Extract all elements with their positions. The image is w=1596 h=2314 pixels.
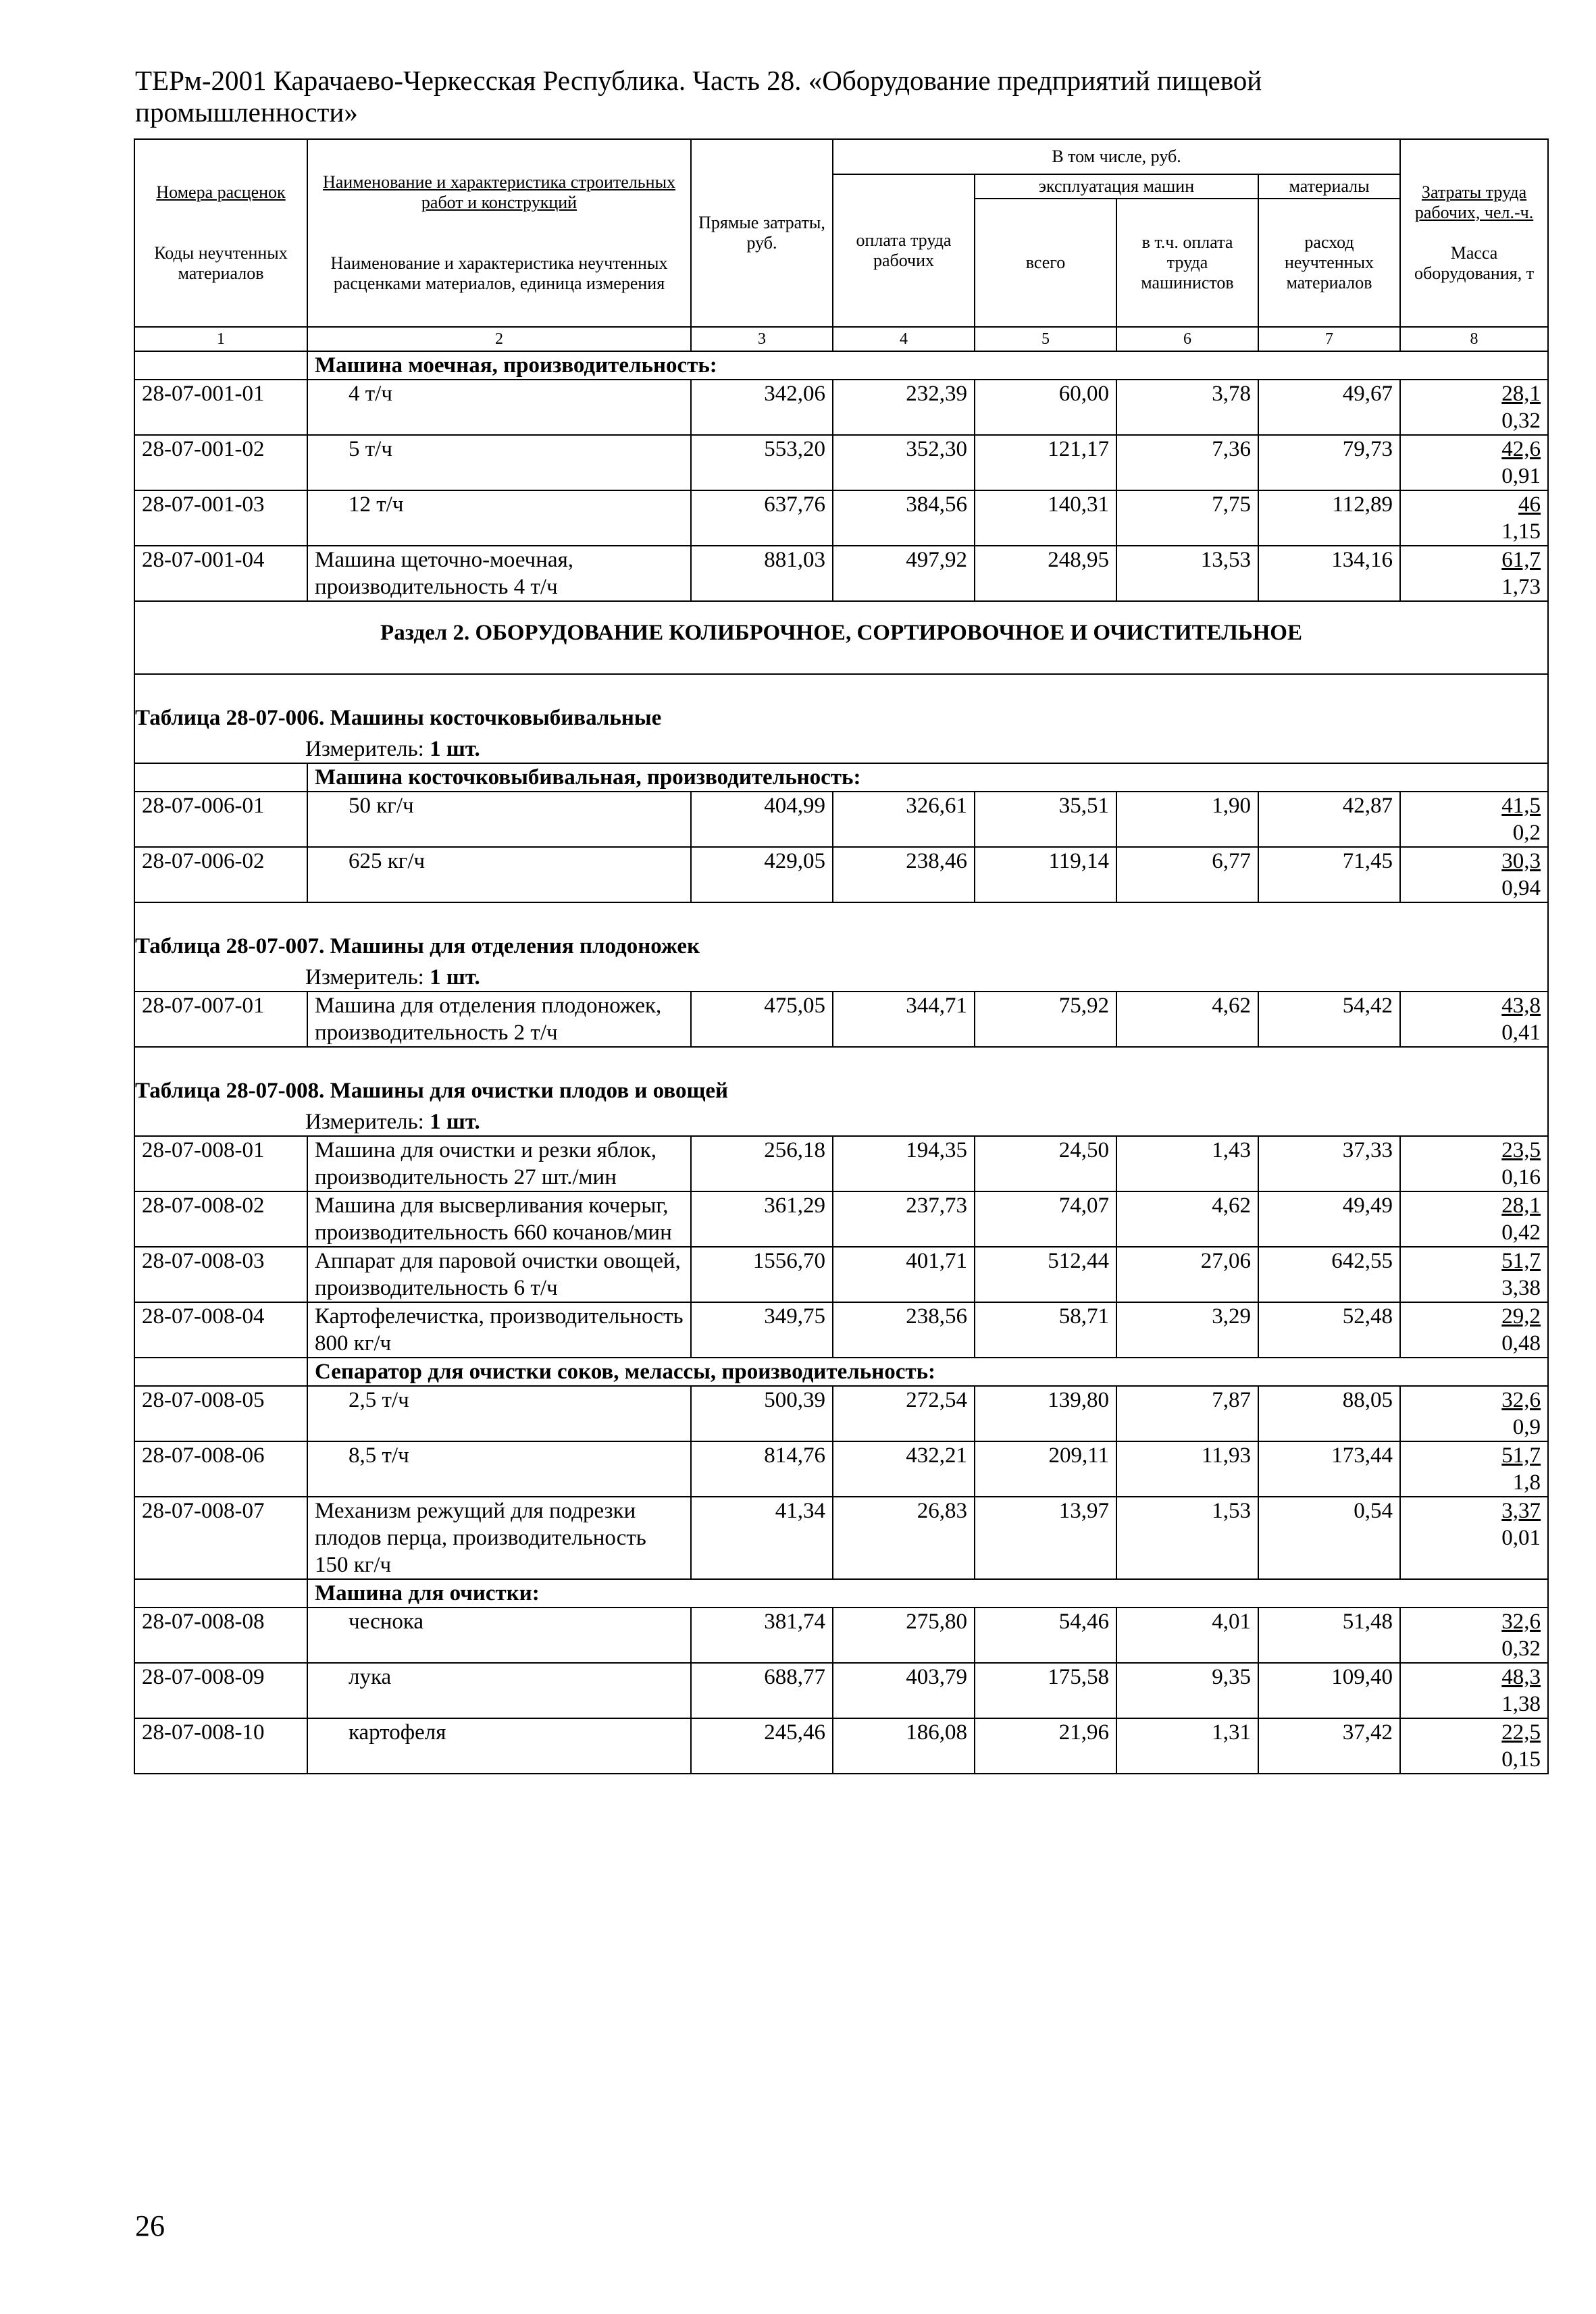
rate-code: 28-07-008-06	[134, 1441, 307, 1497]
table-row	[134, 1136, 1548, 1191]
rate-code: 28-07-008-01	[134, 1136, 307, 1191]
rate-name: Механизм режущий для подрезки плодов перца, производительность 150 кг/ч	[307, 1497, 691, 1579]
rate-code: 28-07-008-05	[134, 1386, 307, 1441]
labor-and-mass	[1400, 435, 1548, 490]
group-code-empty	[134, 763, 307, 792]
header-number: 6	[1116, 327, 1258, 351]
header-col6: в т.ч. оплата труда машинистов	[1116, 199, 1258, 327]
equipment-mass: 0,2	[1512, 821, 1541, 845]
labor-hours: 28,1	[1501, 1193, 1541, 1218]
rate-name: 5 т/ч	[307, 435, 691, 490]
group-heading: Сепаратор для очистки соков, мелассы, производительность:	[307, 1358, 1548, 1386]
labor-hours: 48,3	[1501, 1665, 1541, 1689]
equipment-mass: 0,42	[1501, 1220, 1541, 1245]
direct-cost: 553,20	[691, 435, 833, 490]
rate-name: Аппарат для паровой очистки овощей, производительность 6 т/ч	[307, 1247, 691, 1302]
labor-and-mass	[1400, 1497, 1548, 1579]
labor-and-mass	[1400, 1247, 1548, 1302]
labor-and-mass	[1400, 1718, 1548, 1774]
labor-and-mass	[1400, 546, 1548, 601]
equipment-mass: 0,15	[1501, 1747, 1541, 1772]
direct-cost: 349,75	[691, 1302, 833, 1358]
table-row	[134, 380, 1548, 435]
machinists-pay: 4,01	[1116, 1608, 1258, 1663]
machines-total: 139,80	[975, 1386, 1116, 1441]
machines-total: 54,46	[975, 1608, 1116, 1663]
header-col5: всего	[975, 199, 1116, 327]
table-row	[134, 992, 1548, 1047]
labor-pay: 432,21	[833, 1441, 975, 1497]
group-heading: Машина для очистки:	[307, 1579, 1548, 1608]
labor-pay: 272,54	[833, 1386, 975, 1441]
labor-pay: 237,73	[833, 1191, 975, 1247]
table-row	[134, 1191, 1548, 1247]
rate-code: 28-07-008-08	[134, 1608, 307, 1663]
header-number: 3	[691, 327, 833, 351]
header-col2-top: Наименование и характеристика строительных работ и конструкций	[322, 172, 676, 212]
table-row	[134, 792, 1548, 847]
measure-label: Измеритель:	[305, 1110, 424, 1134]
header-col1-top: Номера расценок	[156, 182, 286, 202]
table-row	[134, 1247, 1548, 1302]
materials-cost: 37,33	[1258, 1136, 1400, 1191]
header-group-title: В том числе, руб.	[833, 139, 1400, 174]
machinists-pay: 6,77	[1116, 847, 1258, 902]
labor-pay: 344,71	[833, 992, 975, 1047]
group-code-empty	[134, 1579, 307, 1608]
materials-cost: 173,44	[1258, 1441, 1400, 1497]
direct-cost: 637,76	[691, 490, 833, 546]
labor-and-mass	[1400, 1136, 1548, 1191]
machines-total: 60,00	[975, 380, 1116, 435]
machinists-pay: 1,53	[1116, 1497, 1258, 1579]
materials-cost: 52,48	[1258, 1302, 1400, 1358]
labor-pay: 352,30	[833, 435, 975, 490]
header-col2-bottom: Наименование и характеристика неучтенных расценками материалов, единица измерения	[330, 253, 668, 293]
rate-name: 2,5 т/ч	[307, 1386, 691, 1441]
equipment-mass: 1,73	[1501, 575, 1541, 599]
labor-pay: 497,92	[833, 546, 975, 601]
header-number: 5	[975, 327, 1116, 351]
rate-name: 8,5 т/ч	[307, 1441, 691, 1497]
header-col8-bottom: Масса оборудования, т	[1414, 243, 1535, 283]
labor-and-mass	[1400, 1441, 1548, 1497]
table-row	[134, 435, 1548, 490]
measure-label: Измеритель:	[305, 965, 424, 989]
labor-pay: 403,79	[833, 1663, 975, 1718]
header-materials-title: материалы	[1258, 174, 1400, 199]
direct-cost: 1556,70	[691, 1247, 833, 1302]
rate-code: 28-07-008-07	[134, 1497, 307, 1579]
table-body	[134, 351, 1548, 1774]
machinists-pay: 1,90	[1116, 792, 1258, 847]
rate-code: 28-07-008-02	[134, 1191, 307, 1247]
rate-code: 28-07-006-01	[134, 792, 307, 847]
rate-code: 28-07-001-02	[134, 435, 307, 490]
header-col1-bottom: Коды неучтенных материалов	[154, 243, 288, 283]
labor-hours: 28,1	[1501, 382, 1541, 406]
equipment-mass: 3,38	[1501, 1276, 1541, 1300]
table-row	[134, 1718, 1548, 1774]
rates-table	[134, 138, 1549, 1774]
section-title-row	[134, 601, 1548, 674]
rate-name: Машина для высверливания кочерыг, производительность 660 кочанов/мин	[307, 1191, 691, 1247]
machines-total: 140,31	[975, 490, 1116, 546]
materials-cost: 49,49	[1258, 1191, 1400, 1247]
machines-total: 24,50	[975, 1136, 1116, 1191]
machines-total: 121,17	[975, 435, 1116, 490]
machinists-pay: 3,29	[1116, 1302, 1258, 1358]
direct-cost: 475,05	[691, 992, 833, 1047]
labor-and-mass	[1400, 490, 1548, 546]
labor-and-mass	[1400, 1386, 1548, 1441]
machines-total: 209,11	[975, 1441, 1116, 1497]
labor-hours: 46	[1518, 492, 1541, 517]
labor-and-mass	[1400, 992, 1548, 1047]
table-row	[134, 1663, 1548, 1718]
header-col4: оплата труда рабочих	[833, 174, 975, 327]
table-row	[134, 847, 1548, 902]
labor-and-mass	[1400, 1302, 1548, 1358]
labor-and-mass	[1400, 792, 1548, 847]
equipment-mass: 0,9	[1512, 1415, 1541, 1439]
materials-cost: 642,55	[1258, 1247, 1400, 1302]
machinists-pay: 7,87	[1116, 1386, 1258, 1441]
materials-cost: 54,42	[1258, 992, 1400, 1047]
table-row	[134, 490, 1548, 546]
rate-name: картофеля	[307, 1718, 691, 1774]
table-row	[134, 1497, 1548, 1579]
direct-cost: 245,46	[691, 1718, 833, 1774]
measure-cell	[134, 1108, 1548, 1136]
equipment-mass: 0,16	[1501, 1165, 1541, 1189]
labor-hours: 32,6	[1501, 1388, 1541, 1412]
materials-cost: 0,54	[1258, 1497, 1400, 1579]
labor-hours: 42,6	[1501, 437, 1541, 461]
group-heading-row	[134, 763, 1548, 792]
rate-name: 50 кг/ч	[307, 792, 691, 847]
rate-code: 28-07-008-03	[134, 1247, 307, 1302]
labor-pay: 194,35	[833, 1136, 975, 1191]
equipment-mass: 1,15	[1501, 519, 1541, 544]
machines-total: 74,07	[975, 1191, 1116, 1247]
direct-cost: 429,05	[691, 847, 833, 902]
table-title: Таблица 28-07-007. Машины для отделения плодоножек	[134, 902, 1548, 964]
direct-cost: 500,39	[691, 1386, 833, 1441]
measure-cell	[134, 964, 1548, 992]
rate-code: 28-07-001-04	[134, 546, 307, 601]
measure-row	[134, 1108, 1548, 1136]
group-heading-row	[134, 1579, 1548, 1608]
labor-pay: 401,71	[833, 1247, 975, 1302]
direct-cost: 342,06	[691, 380, 833, 435]
equipment-mass: 0,32	[1501, 1637, 1541, 1661]
measure-row	[134, 964, 1548, 992]
labor-hours: 30,3	[1501, 849, 1541, 873]
equipment-mass: 0,41	[1501, 1021, 1541, 1045]
group-code-empty	[134, 1358, 307, 1386]
group-heading-row	[134, 1358, 1548, 1386]
equipment-mass: 0,01	[1501, 1526, 1541, 1550]
labor-and-mass	[1400, 380, 1548, 435]
materials-cost: 37,42	[1258, 1718, 1400, 1774]
measure-row	[134, 736, 1548, 763]
labor-pay: 326,61	[833, 792, 975, 847]
table-title: Таблица 28-07-008. Машины для очистки плодов и овощей	[134, 1047, 1548, 1108]
header-cell-names	[307, 139, 691, 327]
materials-cost: 79,73	[1258, 435, 1400, 490]
materials-cost: 109,40	[1258, 1663, 1400, 1718]
labor-pay: 238,56	[833, 1302, 975, 1358]
measure-value: 1 шт.	[430, 1110, 480, 1134]
page-header: ТЕРм-2001 Карачаево-Черкесская Республика. Часть 28. «Оборудование предприятий пищевой промышленности»	[135, 65, 1262, 128]
equipment-mass: 0,48	[1501, 1331, 1541, 1356]
measure-value: 1 шт.	[430, 965, 480, 989]
section-title: Раздел 2. ОБОРУДОВАНИЕ КОЛИБРОЧНОЕ, СОРТИРОВОЧНОЕ И ОЧИСТИТЕЛЬНОЕ	[134, 601, 1548, 674]
header-col8-top: Затраты труда рабочих, чел.-ч.	[1414, 182, 1534, 222]
group-heading-row	[134, 351, 1548, 380]
labor-hours: 41,5	[1501, 794, 1541, 818]
labor-pay: 232,39	[833, 380, 975, 435]
rate-name: Картофелечистка, производительность 800 кг/ч	[307, 1302, 691, 1358]
table-title-row	[134, 674, 1548, 736]
machinists-pay: 11,93	[1116, 1441, 1258, 1497]
materials-cost: 51,48	[1258, 1608, 1400, 1663]
direct-cost: 881,03	[691, 546, 833, 601]
table-header	[134, 139, 1548, 351]
header-number: 8	[1400, 327, 1548, 351]
labor-pay: 186,08	[833, 1718, 975, 1774]
equipment-mass: 0,91	[1501, 464, 1541, 488]
machines-total: 35,51	[975, 792, 1116, 847]
measure-value: 1 шт.	[430, 737, 480, 761]
machines-total: 58,71	[975, 1302, 1116, 1358]
equipment-mass: 1,8	[1512, 1470, 1541, 1495]
table-title-row	[134, 902, 1548, 964]
labor-hours: 22,5	[1501, 1720, 1541, 1745]
labor-and-mass	[1400, 847, 1548, 902]
machinists-pay: 9,35	[1116, 1663, 1258, 1718]
materials-cost: 112,89	[1258, 490, 1400, 546]
machines-total: 75,92	[975, 992, 1116, 1047]
rate-name: 625 кг/ч	[307, 847, 691, 902]
rate-code: 28-07-008-04	[134, 1302, 307, 1358]
labor-hours: 61,7	[1501, 548, 1541, 572]
labor-hours: 23,5	[1501, 1138, 1541, 1162]
materials-cost: 49,67	[1258, 380, 1400, 435]
rate-name: лука	[307, 1663, 691, 1718]
labor-pay: 238,46	[833, 847, 975, 902]
labor-hours: 3,37	[1501, 1499, 1541, 1523]
rate-code: 28-07-001-03	[134, 490, 307, 546]
labor-hours: 51,7	[1501, 1443, 1541, 1468]
group-heading: Машина косточковыбивальная, производительность:	[307, 763, 1548, 792]
group-heading: Машина моечная, производительность:	[307, 351, 1548, 380]
materials-cost: 134,16	[1258, 546, 1400, 601]
rate-name: чеснока	[307, 1608, 691, 1663]
labor-pay: 275,80	[833, 1608, 975, 1663]
rate-name: Машина для очистки и резки яблок, производительность 27 шт./мин	[307, 1136, 691, 1191]
rate-code: 28-07-001-01	[134, 380, 307, 435]
machinists-pay: 4,62	[1116, 992, 1258, 1047]
header-numbers-row	[134, 327, 1548, 351]
machinists-pay: 3,78	[1116, 380, 1258, 435]
direct-cost: 381,74	[691, 1608, 833, 1663]
table-title-row	[134, 1047, 1548, 1108]
table-row	[134, 1302, 1548, 1358]
table-row	[134, 546, 1548, 601]
rate-name: 12 т/ч	[307, 490, 691, 546]
machines-total: 248,95	[975, 546, 1116, 601]
header-machines-title: эксплуатация машин	[975, 174, 1258, 199]
measure-cell	[134, 736, 1548, 763]
direct-cost: 256,18	[691, 1136, 833, 1191]
table-row	[134, 1608, 1548, 1663]
labor-hours: 43,8	[1501, 994, 1541, 1018]
rate-code: 28-07-006-02	[134, 847, 307, 902]
machines-total: 13,97	[975, 1497, 1116, 1579]
labor-hours: 32,6	[1501, 1610, 1541, 1634]
equipment-mass: 0,94	[1501, 876, 1541, 900]
rate-name: Машина для отделения плодоножек, производительность 2 т/ч	[307, 992, 691, 1047]
header-cell-codes	[134, 139, 307, 327]
group-code-empty	[134, 351, 307, 380]
machinists-pay: 1,43	[1116, 1136, 1258, 1191]
header-number: 2	[307, 327, 691, 351]
equipment-mass: 1,38	[1501, 1692, 1541, 1716]
rate-code: 28-07-008-10	[134, 1718, 307, 1774]
labor-pay: 384,56	[833, 490, 975, 546]
labor-hours: 51,7	[1501, 1249, 1541, 1273]
table-row	[134, 1441, 1548, 1497]
machines-total: 175,58	[975, 1663, 1116, 1718]
machinists-pay: 27,06	[1116, 1247, 1258, 1302]
header-number: 7	[1258, 327, 1400, 351]
machinists-pay: 4,62	[1116, 1191, 1258, 1247]
labor-and-mass	[1400, 1191, 1548, 1247]
rate-code: 28-07-008-09	[134, 1663, 307, 1718]
labor-and-mass	[1400, 1663, 1548, 1718]
direct-cost: 688,77	[691, 1663, 833, 1718]
direct-cost: 814,76	[691, 1441, 833, 1497]
direct-cost: 41,34	[691, 1497, 833, 1579]
machinists-pay: 7,36	[1116, 435, 1258, 490]
labor-and-mass	[1400, 1608, 1548, 1663]
machines-total: 21,96	[975, 1718, 1116, 1774]
materials-cost: 42,87	[1258, 792, 1400, 847]
machinists-pay: 1,31	[1116, 1718, 1258, 1774]
materials-cost: 88,05	[1258, 1386, 1400, 1441]
rate-name: Машина щеточно-моечная, производительность 4 т/ч	[307, 546, 691, 601]
materials-cost: 71,45	[1258, 847, 1400, 902]
equipment-mass: 0,32	[1501, 409, 1541, 433]
header-col7: расход неучтенных материалов	[1258, 199, 1400, 327]
rate-code: 28-07-007-01	[134, 992, 307, 1047]
header-col3: Прямые затраты, руб.	[691, 139, 833, 327]
header-cell-labor	[1400, 139, 1548, 327]
machinists-pay: 13,53	[1116, 546, 1258, 601]
machinists-pay: 7,75	[1116, 490, 1258, 546]
table-title: Таблица 28-07-006. Машины косточковыбивальные	[134, 674, 1548, 736]
rate-name: 4 т/ч	[307, 380, 691, 435]
direct-cost: 404,99	[691, 792, 833, 847]
page-number: 26	[135, 2209, 165, 2242]
header-number: 4	[833, 327, 975, 351]
direct-cost: 361,29	[691, 1191, 833, 1247]
measure-label: Измеритель:	[305, 737, 424, 761]
labor-hours: 29,2	[1501, 1304, 1541, 1329]
machines-total: 512,44	[975, 1247, 1116, 1302]
labor-pay: 26,83	[833, 1497, 975, 1579]
table-row	[134, 1386, 1548, 1441]
machines-total: 119,14	[975, 847, 1116, 902]
header-number: 1	[134, 327, 307, 351]
